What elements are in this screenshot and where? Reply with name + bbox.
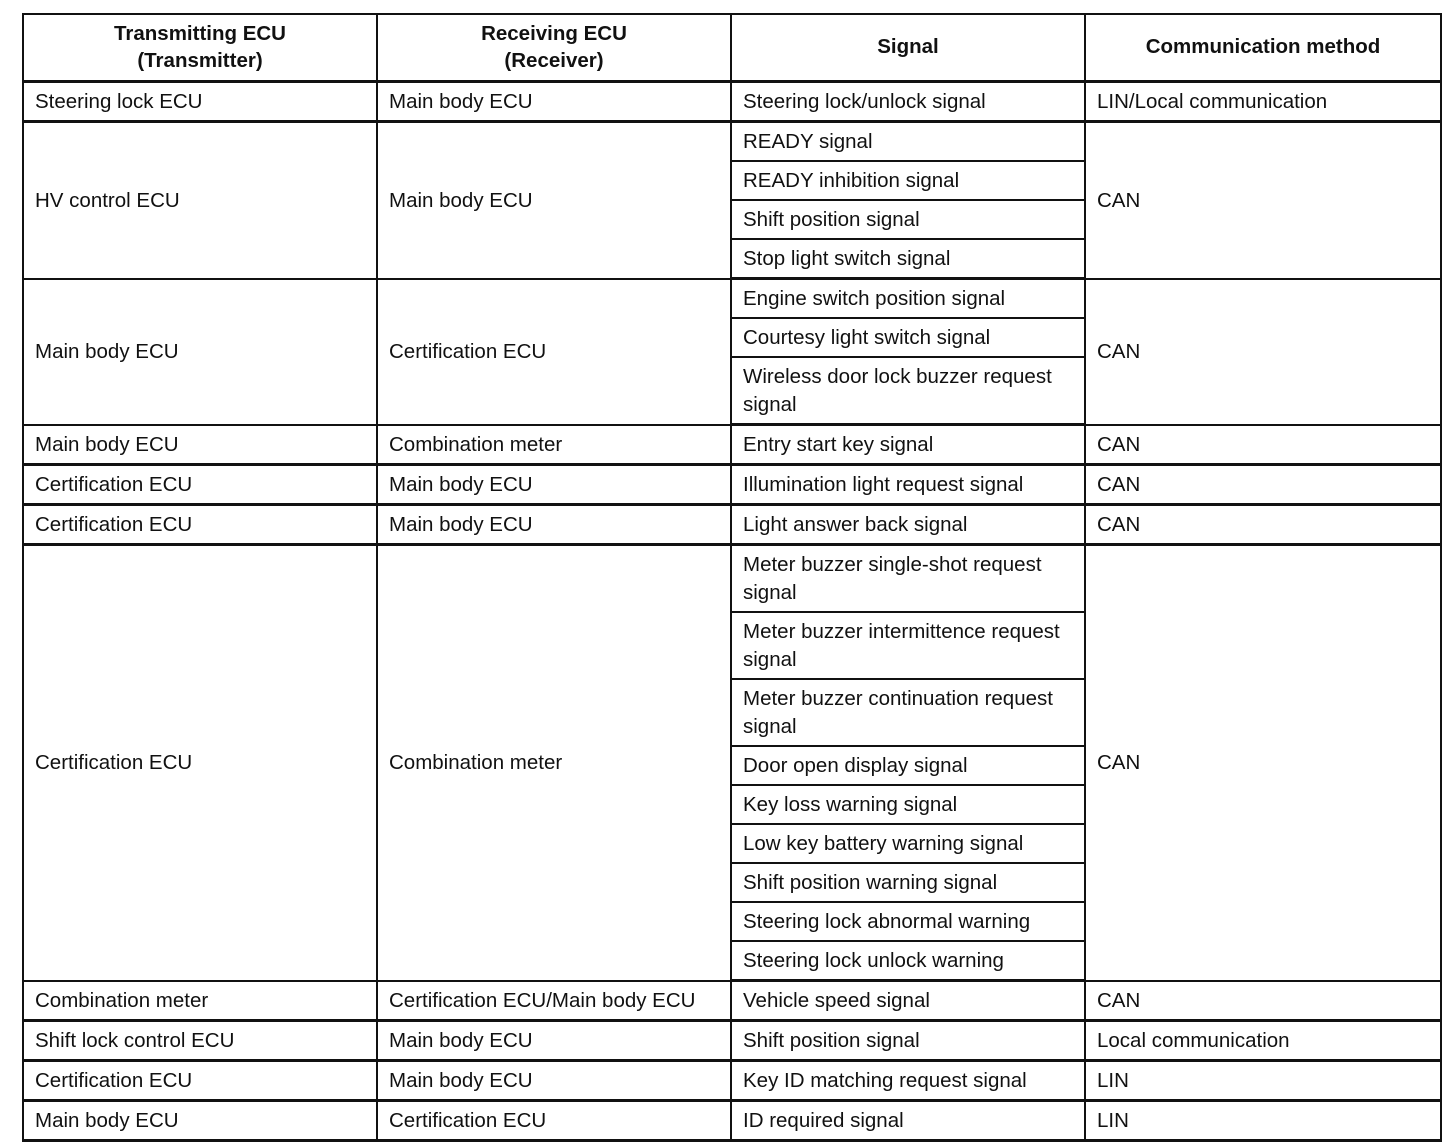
transmitter-cell: Certification ECU <box>23 505 377 545</box>
table-row <box>23 82 1441 122</box>
receiver-cell: Main body ECU <box>377 1021 731 1061</box>
receiver-cell: Main body ECU <box>377 122 731 279</box>
transmitter-cell: HV control ECU <box>23 122 377 279</box>
transmitter-cell: Certification ECU <box>23 465 377 505</box>
signal-cell: Key ID matching request signal <box>731 1061 1085 1101</box>
method-cell: CAN <box>1085 425 1441 465</box>
receiver-cell: Certification ECU <box>377 279 731 425</box>
table-row <box>23 1021 1441 1061</box>
transmitter-cell: Certification ECU <box>23 1061 377 1101</box>
signal-cell: Illumination light request signal <box>731 465 1085 505</box>
signal-cell: Steering lock/unlock signal <box>731 82 1085 122</box>
transmitter-cell: Main body ECU <box>23 1101 377 1141</box>
transmitter-cell: Certification ECU <box>23 545 377 981</box>
transmitter-cell: Steering lock ECU <box>23 82 377 122</box>
method-cell: CAN <box>1085 981 1441 1021</box>
method-cell: CAN <box>1085 465 1441 505</box>
receiver-cell: Certification ECU/Main body ECU <box>377 981 731 1021</box>
receiver-cell: Combination meter <box>377 545 731 981</box>
signal-cell: Low key battery warning signal <box>731 824 1085 863</box>
receiver-cell: Main body ECU <box>377 465 731 505</box>
signal-cell: Steering lock abnormal warning <box>731 902 1085 941</box>
method-cell: LIN <box>1085 1061 1441 1101</box>
header-receiver-line1: Receiving ECU <box>481 21 627 45</box>
receiver-cell: Certification ECU <box>377 1101 731 1141</box>
header-receiver-line2: (Receiver) <box>504 48 604 72</box>
header-transmitter-line2: (Transmitter) <box>137 48 263 72</box>
method-cell: LIN/Local communication <box>1085 82 1441 122</box>
signal-cell: Shift position signal <box>731 1021 1085 1061</box>
table-row <box>23 1061 1441 1101</box>
method-cell: CAN <box>1085 279 1441 425</box>
method-cell: LIN <box>1085 1101 1441 1141</box>
table-row <box>23 505 1441 545</box>
signal-cell: Meter buzzer intermittence request signal <box>731 612 1085 679</box>
header-method: Communication method <box>1085 14 1441 82</box>
header-signal: Signal <box>731 14 1085 82</box>
method-cell: CAN <box>1085 505 1441 545</box>
table-row <box>23 465 1441 505</box>
header-transmitter-line1: Transmitting ECU <box>114 21 286 45</box>
method-cell: Local communication <box>1085 1021 1441 1061</box>
signal-cell: READY inhibition signal <box>731 161 1085 200</box>
header-row <box>23 14 1441 82</box>
transmitter-cell: Main body ECU <box>23 279 377 425</box>
receiver-cell: Combination meter <box>377 425 731 465</box>
table-row <box>23 545 1441 613</box>
method-cell: CAN <box>1085 545 1441 981</box>
table-row <box>23 981 1441 1021</box>
signal-cell: Wireless door lock buzzer request signal <box>731 357 1085 425</box>
table-header <box>23 14 1441 82</box>
receiver-cell: Main body ECU <box>377 505 731 545</box>
signal-cell: ID required signal <box>731 1101 1085 1141</box>
receiver-cell: Main body ECU <box>377 1061 731 1101</box>
method-cell: CAN <box>1085 122 1441 279</box>
table-body <box>23 82 1441 1141</box>
table-row <box>23 122 1441 162</box>
signal-cell: Shift position signal <box>731 200 1085 239</box>
signal-cell: Door open display signal <box>731 746 1085 785</box>
signal-cell: Entry start key signal <box>731 425 1085 465</box>
transmitter-cell: Main body ECU <box>23 425 377 465</box>
signal-cell: Meter buzzer single-shot request signal <box>731 545 1085 613</box>
signal-cell: Stop light switch signal <box>731 239 1085 279</box>
table-row <box>23 279 1441 319</box>
signal-cell: Light answer back signal <box>731 505 1085 545</box>
signal-cell: Key loss warning signal <box>731 785 1085 824</box>
table-row <box>23 425 1441 465</box>
receiver-cell: Main body ECU <box>377 82 731 122</box>
signal-cell: Engine switch position signal <box>731 279 1085 319</box>
header-receiver <box>377 14 731 82</box>
signal-cell: Steering lock unlock warning <box>731 941 1085 981</box>
header-transmitter <box>23 14 377 82</box>
signal-cell: READY signal <box>731 122 1085 162</box>
transmitter-cell: Combination meter <box>23 981 377 1021</box>
table-row <box>23 1101 1441 1141</box>
ecu-communication-table <box>22 13 1442 1142</box>
signal-cell: Courtesy light switch signal <box>731 318 1085 357</box>
signal-cell: Meter buzzer continuation request signal <box>731 679 1085 746</box>
signal-cell: Shift position warning signal <box>731 863 1085 902</box>
transmitter-cell: Shift lock control ECU <box>23 1021 377 1061</box>
signal-cell: Vehicle speed signal <box>731 981 1085 1021</box>
